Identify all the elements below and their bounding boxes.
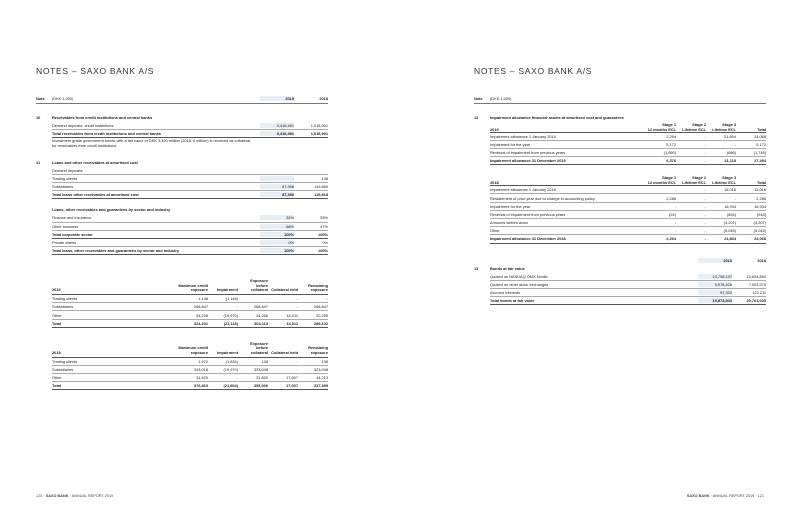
table-row-total: Total 376,810 (21,804) 355,006 17,607 337,399: [52, 382, 328, 390]
table-row: Reversal of impairment from previous years (1,060) - (686) (1,746): [490, 149, 766, 157]
table-row-total: Total corporate sector 100% 100%: [52, 231, 328, 239]
left-content: [36, 96, 328, 390]
note-number: 12: [474, 114, 479, 120]
table-row: Demand deposits:: [52, 167, 328, 175]
note-title: Impairment allowance financial assets at amortised cost and guarantees: [490, 114, 624, 120]
table-row: Trading clients 1,972 (1,834) 138 - 138: [52, 358, 328, 366]
table-row-total: Impairment allowance 31 December 2018 2,264 - 21,804 24,068: [490, 235, 766, 243]
note-number: 13: [474, 265, 479, 271]
table-row-total: Total loans other receivables at amortised cost 87,356 119,818: [52, 191, 328, 199]
note-title: Receivables from credit institutions and central banks: [52, 114, 153, 120]
table-row: Impairment allowance 1 January 2018 - - 15,016 15,016: [490, 186, 766, 194]
table-row: Accrued interests 97,320 122,211: [490, 289, 766, 297]
table-row-total: Total receivables from credit institutions and central banks 5,416,481 1,018,901: [52, 130, 328, 138]
table-header: 2019 Maximum credit exposure Impairment Exposure before collateral Collateral held Remaining exposure: [52, 279, 328, 295]
page-header: NOTES – SAXO BANK A/S: [474, 66, 593, 76]
note-col-label: Note: [474, 96, 483, 101]
table-row: Reversal of impairment from previous years (24) - (894) (918): [490, 211, 766, 219]
impairment-table-2019: Stage 1 Stage 2 Stage 3 2019 12 months ECL Lifetime ECL Lifetime ECL Total Impairment allowance 1 January 2019 2,264 - 21,804 24,068 Impairment for the year 5,172 - - 5,172 Reversal of impairment from previous years (1,060) - (686) (1,746) Impairment allowance 31 December 2019 6,376 - 21,118 27,494: [490, 122, 766, 166]
note-13-section: [474, 258, 766, 306]
table-header: 2018 Maximum credit exposure Impairment Exposure before collateral Collateral held Remaining exposure: [52, 342, 328, 358]
page-header: NOTES – SAXO BANK A/S: [36, 66, 155, 76]
table-row-total: Impairment allowance 31 December 2019 6,376 - 21,118 27,494: [490, 157, 766, 165]
page-footer: 120 · SAXO BANK · ANNUAL REPORT 2019: [36, 494, 114, 498]
unit-label: (DKK 1,000): [490, 96, 512, 101]
table-row-total: Total 324,231 (21,118) 303,113 14,011 289,102: [52, 320, 328, 328]
note-col-label: Note: [36, 96, 45, 101]
table-row: Other 54,236 (19,970) 34,266 14,011 20,255: [52, 311, 328, 319]
note-title: Bonds at fair value: [490, 265, 525, 271]
note-12-section: [474, 115, 766, 244]
note-title: Loans and other receivables at amortised cost: [52, 159, 138, 165]
table-row: Demand deposits, credit institutions 5,416,481 1,018,901: [52, 122, 328, 130]
table-row: Trading clients - 138: [52, 175, 328, 183]
column-header: [36, 96, 328, 104]
table-row: Subsidiaries 268,847 - 268,847 - 268,847: [52, 303, 328, 311]
table-row-total: Total loans, other receivables and guarantees by sector and industry 100% 100%: [52, 247, 328, 255]
table-row: Other - - (5,045) (5,045): [490, 227, 766, 235]
table-row: Impairment allowance 1 January 2019 2,264 - 21,804 24,068: [490, 133, 766, 141]
note-10-section: [36, 115, 328, 149]
table-header: 2019 12 months ECL Lifetime ECL Lifetime ECL Total: [490, 126, 766, 132]
table-row: Impairment for the year - - 16,934 16,934: [490, 203, 766, 211]
table-row: Subsidiaries 87,356 119,680: [52, 183, 328, 191]
table-row: Private clients 0% 0%: [52, 239, 328, 247]
year-2019-label: 2019: [260, 96, 294, 101]
note-text: Investment grade government bonds with a fair value of DKK 3,320 million (2018: 0 million) is received as collateral for receivables from credit institutions.: [52, 138, 251, 148]
exposure-table-2019: [52, 279, 328, 328]
note-number: 10: [36, 114, 41, 120]
page-footer: SAXO BANK · ANNUAL REPORT 2019 · 121: [686, 494, 764, 498]
year-2018-label: 2018: [757, 257, 766, 263]
note-number: 11: [36, 159, 41, 165]
table-row: Subsidiaries 343,018 (19,970) 323,048 - 323,048: [52, 366, 328, 374]
table-row: Quoted on NASDAQ OMX Nordic 13,798,197 13,634,854: [490, 273, 766, 281]
subsection-title: Loans, other receivables and guarantees by sector and industry: [52, 207, 171, 213]
year-2019-label: 2019: [698, 258, 732, 263]
brand-name: SAXO BANK: [686, 494, 710, 498]
brand-name: SAXO BANK: [45, 494, 69, 498]
table-row: Quoted on other stock exchanges 5,978,426 7,003,970: [490, 281, 766, 289]
table-row: Trading clients 1,148 (1,148) - - -: [52, 295, 328, 303]
table-row: Amounts written down - - (4,207) (4,207): [490, 219, 766, 227]
table-row: Restatement of prior year due to change in accounting policy 2,288 - - 2,288: [490, 194, 766, 202]
table-row: Impairment for the year 5,172 - - 5,172: [490, 141, 766, 149]
note-11-section: [36, 160, 328, 256]
table-row-total: Total bonds at fair value 19,873,943 20,761,035: [490, 297, 766, 305]
year-2018-label: 2018: [319, 96, 328, 101]
right-content: [474, 96, 766, 305]
unit-label: (DKK 1,000): [52, 96, 74, 101]
table-row: Finance and insurance 34% 53%: [52, 214, 328, 222]
right-page: [400, 0, 800, 532]
table-row: Other 31,820 - 31,820 17,607 14,213: [52, 374, 328, 382]
impairment-table-2018: Stage 1 Stage 2 Stage 3 2018 12 months ECL Lifetime ECL Lifetime ECL Total Impairment allowance 1 January 2018 - - 15,016 15,016 Restatement of prior year due to change in accounting policy 2,288 - - 2,288 Impairment for the year - - 16,934 16,934 Reversal of impairment from previous years (24) - (894) (918) Amounts written down - - (4,207) (4,207) Other - - (5,045) (5,045) Impairment allowance 31 December 2018 2,264 - 21,804 24,068: [490, 175, 766, 243]
table-row: Other business 66% 47%: [52, 223, 328, 231]
table-header: 2018 12 months ECL Lifetime ECL Lifetime ECL Total: [490, 180, 766, 186]
column-header: [474, 96, 766, 104]
exposure-table-2018: [52, 342, 328, 391]
